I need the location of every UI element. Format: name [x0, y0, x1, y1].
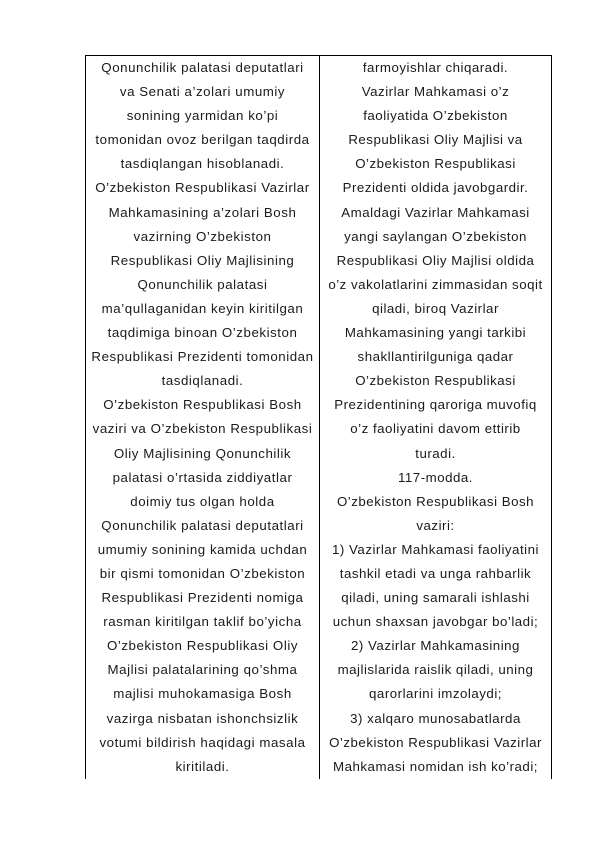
text-line: 2) Vazirlar Mahkamasining [351, 638, 520, 654]
text-line: sonining yarmidan ko’pi [126, 108, 279, 124]
text-line: majlisi muhokamasiga Bosh [113, 686, 292, 702]
right-column-cell [320, 56, 552, 779]
text-line: vazirga nisbatan ishonchsizlik [106, 710, 299, 726]
text-line: Qonunchilik palatasi [137, 276, 268, 292]
text-line: Vazirlar Mahkamasi o’z [361, 84, 510, 100]
text-line: palatasi o’rtasida ziddiyatlar [112, 469, 293, 485]
table-row [86, 56, 552, 779]
text-line: va Senati a’zolari umumiy [119, 84, 286, 100]
text-line: faoliyatida O’zbekiston [363, 108, 508, 124]
text-line: O’zbekiston Respublikasi Bosh [336, 493, 535, 509]
left-column-cell [86, 56, 320, 779]
text-line: kiritiladi. [175, 758, 230, 774]
text-line: doimiy tus olgan holda [130, 493, 275, 509]
text-line: Amaldagi Vazirlar Mahkamasi [341, 204, 530, 220]
text-line: 1) Vazirlar Mahkamasi faoliyatini [332, 541, 539, 557]
text-line: bir qismi tomonidan O’zbekiston [99, 565, 306, 581]
text-line: tasdiqlangan hisoblanadi. [120, 156, 285, 172]
text-line: yangi saylangan O’zbekiston [344, 228, 527, 244]
text-line: tashkil etadi va unga rahbarlik [339, 565, 532, 581]
text-line: Respublikasi Prezidenti nomiga [101, 590, 304, 606]
text-line: Respublikasi Oliy Majlisining [110, 252, 295, 268]
text-line: Qonunchilik palatasi deputatlari [101, 60, 304, 75]
text-line: tasdiqlanadi. [161, 373, 244, 389]
text-line: O’zbekiston Respublikasi [355, 373, 516, 389]
text-line: O’zbekiston Respublikasi [355, 156, 516, 172]
text-line: Mahkamasi nomidan ish ko’radi; [333, 758, 538, 774]
text-line: Qonunchilik palatasi deputatlari [101, 517, 304, 533]
text-line: 117-modda. [398, 469, 473, 485]
text-line: o’z faoliyatini davom ettirib [350, 421, 521, 437]
text-line: qiladi, biroq Vazirlar [372, 300, 499, 316]
text-line: Respublikasi Oliy Majlisi oldida [336, 252, 535, 268]
text-line: Majlisi palatalarining qo’shma [107, 662, 298, 678]
text-line: vaziri va O’zbekiston Respublikasi [92, 421, 313, 437]
text-line: qiladi, uning samarali ishlashi [341, 590, 530, 606]
text-line: O’zbekiston Respublikasi Bosh [103, 397, 302, 413]
text-line: vaziri: [416, 517, 455, 533]
right-column-text [320, 56, 551, 779]
text-line: Respublikasi Prezidenti tomonidan [91, 349, 314, 365]
text-line: uchun shaxsan javobgar bo’ladi; [332, 614, 539, 630]
text-line: rasman kiritilgan taklif bo’yicha [103, 614, 302, 630]
text-line: turadi. [415, 445, 456, 461]
text-line: o’z vakolatlarini zimmasidan soqit [328, 276, 543, 292]
text-line: farmoyishlar chiqaradi. [362, 60, 509, 75]
text-line: tomonidan ovoz berilgan taqdirda [95, 132, 310, 148]
text-line: O’zbekiston Respublikasi Oliy [106, 638, 299, 654]
text-line: vazirning O’zbekiston [133, 228, 272, 244]
text-line: umumiy sonining kamida uchdan [97, 541, 308, 557]
text-line: Respublikasi Oliy Majlisi va [348, 132, 523, 148]
text-line: qarorlarini imzolaydi; [369, 686, 502, 702]
text-line: Oliy Majlisining Qonunchilik [113, 445, 292, 461]
text-line: shakllantirilguniga qadar [357, 349, 514, 365]
left-column-text [86, 56, 319, 779]
text-line: ma’qullaganidan keyin kiritilgan [101, 300, 304, 316]
text-line: O’zbekiston Respublikasi Vazirlar [329, 734, 542, 750]
two-column-text-table [85, 55, 552, 779]
text-line: Prezidentining qaroriga muvofiq [334, 397, 537, 413]
text-line: Mahkamasining a’zolari Bosh [108, 204, 297, 220]
text-line: votumi bildirish haqidagi masala [99, 734, 306, 750]
text-line: taqdimiga binoan O’zbekiston [107, 325, 298, 341]
text-line: O’zbekiston Respublikasi Vazirlar [95, 180, 310, 196]
text-line: majlislarida raislik qiladi, uning [337, 662, 534, 678]
text-line: 3) xalqaro munosabatlarda [350, 710, 521, 726]
text-line: Prezidenti oldida javobgardir. [342, 180, 529, 196]
text-line: Mahkamasining yangi tarkibi [344, 325, 527, 341]
